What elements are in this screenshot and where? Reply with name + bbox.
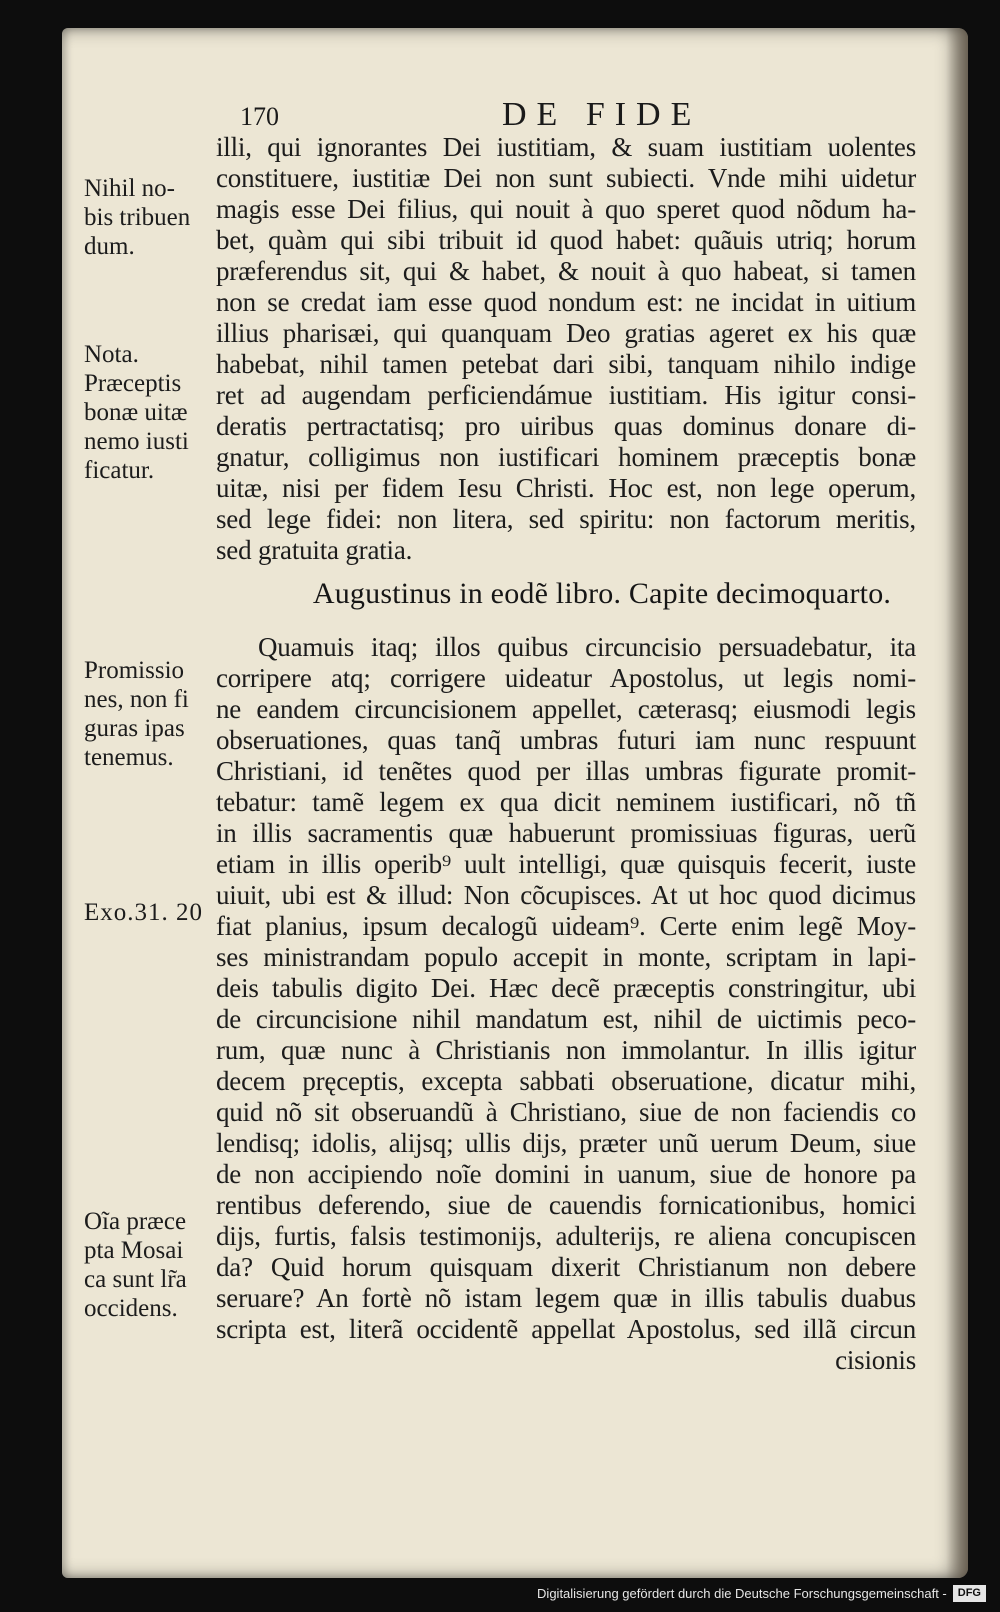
text-line: deratis pertractatisq; pro uiribus quas dominus donare di-: [216, 411, 916, 441]
book-page: [62, 28, 968, 1578]
page-number: 170: [240, 102, 279, 131]
text-line: da? Quid horum quisquam dixerit Christianum non debere: [216, 1252, 916, 1282]
margin-note-line: occidens.: [84, 1295, 178, 1322]
text-line: etiam in illis operib⁹ uult intelligi, quæ quisquis fecerit, iuste: [216, 849, 916, 879]
text-line: sed gratuita gratia.: [216, 535, 413, 565]
text-line: decem pręceptis, excepta sabbati obseruatione, dicatur mihi,: [216, 1066, 916, 1096]
page-header: [240, 96, 900, 136]
dfg-logo: DFG: [953, 1585, 986, 1602]
margin-note-line: pta Mosai: [84, 1237, 184, 1264]
text-line: uiuit, ubi est & illud: Non cõcupisces. At ut hoc quod dicimus: [216, 880, 916, 910]
text-line: dijs, furtis, falsis testimonijs, adulterijs, re aliena concupiscen: [216, 1221, 916, 1251]
margin-note-line: Nihil no-: [84, 175, 175, 202]
text-line: illi, qui ignorantes Dei iustitiam, & suam iustitiam uolentes: [216, 132, 916, 162]
margin-note-line: nes, non fi: [84, 686, 189, 713]
running-head: DE FIDE: [502, 96, 702, 133]
margin-note-line: Præceptis: [84, 370, 182, 397]
text-line: rum, quæ nunc à Christianis non immolantur. In illis igitur: [216, 1035, 916, 1065]
text-block-lower: [216, 632, 916, 1376]
margin-note-line: ca sunt lr̃a: [84, 1266, 187, 1293]
text-line: Christiani, id tenẽtes quod per illas umbras figurate promit-: [216, 756, 916, 786]
text-line: ne eandem circuncisionem appellet, cæterasq; eiusmodi legis: [216, 694, 916, 724]
digitization-credit: [537, 1582, 986, 1604]
text-line: tebatur: tamẽ legem ex qua dicit neminem iustificari, nõ tñ: [216, 787, 916, 817]
margin-note-line: bis tribuen: [84, 204, 191, 231]
text-line: gnatur, colligimus non iustificari hominem præceptis bonæ: [216, 442, 916, 472]
text-line: illius pharisæi, qui quanquam Deo gratias ageret ex his quæ: [216, 318, 916, 348]
margin-note-line: guras ipas: [84, 715, 185, 742]
section-heading: Augustinus in eodẽ libro. Capite decimoquarto.: [312, 577, 892, 610]
margin-note-promissiones: [84, 656, 189, 772]
text-line: deis tabulis digito Dei. Hæc decẽ præceptis constringitur, ubi: [216, 973, 916, 1003]
margin-note-praeceptis: [84, 369, 189, 485]
text-line: habebat, nihil tamen petebat dari sibi, tanquam nihilo indige: [216, 349, 916, 379]
text-line: scripta est, literã occidentẽ appellat Apostolus, sed illã circun: [216, 1314, 916, 1344]
text-line: bet, quàm qui sibi tribuit id quod habet: quãuis utriq; horum: [216, 225, 916, 255]
margin-note-omnia-praecepta: [84, 1207, 187, 1323]
margin-note-line: bonæ uitæ: [84, 399, 188, 426]
text-line: corripere atq; corrigere uideatur Apostolus, ut legis nomi-: [216, 663, 916, 693]
margin-note-line: Oĩa præce: [84, 1208, 187, 1235]
text-line: lendisq; idolis, alijsq; ullis dijs, præter unũ uerum Deum, siue: [216, 1128, 916, 1158]
text-line: de non accipiendo noĩe domini in uanum, siue de honore pa: [216, 1159, 916, 1189]
text-line: constituere, iustitiæ Dei non sunt subiecti. Vnde mihi uidetur: [216, 163, 916, 193]
text-line: obseruationes, quas tanq̃ umbras futuri iam nunc respuunt: [216, 725, 916, 755]
margin-note-nota: [84, 340, 139, 369]
text-line: ses ministrandam populo accepit in monte, scriptam in lapi-: [216, 942, 916, 972]
text-line: rentibus deferendo, siue de cauendis fornicationibus, homici: [216, 1190, 916, 1220]
margin-note-line: tenemus.: [84, 744, 174, 771]
text-line: magis esse Dei filius, qui nouit à quo speret quod nõdum ha-: [216, 194, 916, 224]
margin-note-exodus: [84, 898, 203, 927]
text-line: uitæ, nisi per fidem Iesu Christi. Hoc est, non lege operum,: [216, 473, 916, 503]
margin-note-line: dum.: [84, 233, 135, 260]
text-line: fiat planius, ipsum decalogũ uideam⁹. Certe enim legẽ Moy-: [216, 911, 916, 941]
text-line: præferendus sit, qui & habet, & nouit à quo habeat, si tamen: [216, 256, 916, 286]
text-line: in illis sacramentis quæ habuerunt promissiuas figuras, uerũ: [216, 818, 916, 848]
text-block-upper: [216, 132, 916, 566]
margin-note-line: Promissio: [84, 657, 185, 684]
text-line: sed lege fidei: non litera, sed spiritu: non factorum meritis,: [216, 504, 916, 534]
page-edge-shadow: [946, 28, 968, 1578]
margin-note-line: nemo iusti: [84, 428, 189, 455]
margin-note-line: Nota.: [84, 341, 139, 368]
text-line: non se credat iam esse quod nondum est: ne incidat in uitium: [216, 287, 916, 317]
text-line: de circuncisione nihil mandatum est, nihil de uictimis peco-: [216, 1004, 916, 1034]
text-line: Quamuis itaq; illos quibus circuncisio persuadebatur, ita: [258, 632, 916, 662]
margin-note-line: ficatur.: [84, 457, 155, 484]
text-line: ret ad augendam perficiendámue iustitiam. His igitur consi-: [216, 380, 916, 410]
catchword: cisionis: [835, 1345, 916, 1375]
margin-note-nihil: [84, 174, 190, 261]
text-line: quid nõ sit obseruandũ à Christiano, siue de non faciendis co: [216, 1097, 916, 1127]
text-line: seruare? An fortè nõ istam legem quæ in illis tabulis duabus: [216, 1283, 916, 1313]
margin-note-line: Exo.31. 20: [84, 899, 204, 926]
credit-text: Digitalisierung gefördert durch die Deutsche Forschungsgemeinschaft -: [537, 1585, 947, 1601]
